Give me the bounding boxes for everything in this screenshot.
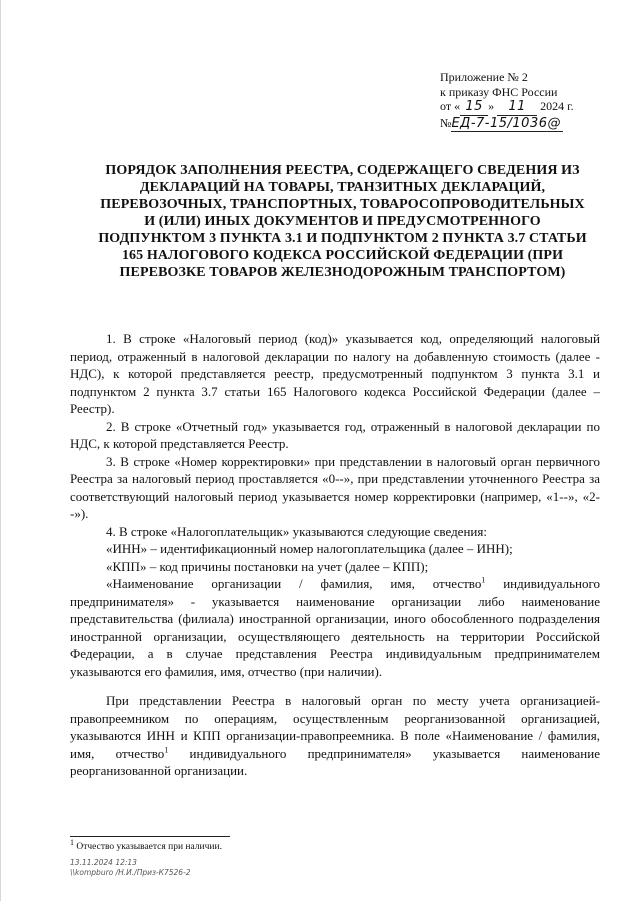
footnote-divider [70,836,230,837]
successor-text-end: индивидуального предпринимателя» указывается наименование реорганизованной организации. [70,745,600,778]
paragraph-successor [70,692,600,780]
date-mid: » [488,99,495,113]
paragraph-kpp: «КПП» – код причины постановки на учет (далее – КПП); [106,558,429,574]
date-prefix: от « [440,99,461,113]
order-date [440,99,630,116]
appendix-header [440,70,630,131]
print-metadata [70,858,191,878]
footnote-mark: 1 [70,837,74,847]
successor-text-start: При представлении Реестра в налоговый орган по месту учета организацией-правопреемником по операциям, осуществленным реорганизованной организацией, указываются ИНН и КПП организации-правопреемника. В поле «Наименование / фамилия, имя, отчество [70,693,600,761]
name-text-start: «Наименование организации / фамилия, имя, отчество [106,576,482,591]
paragraph-3: 3. В строке «Номер корректировки» при представлении в налоговый орган первичного Реестра за налоговый период проставляется «0--», при представлении уточненного Реестра за соответствующий налоговый период указывается номер корректировки (например, «1--», «2--»). [70,453,600,521]
order-number [440,116,630,132]
date-year: 2024 г. [540,99,574,113]
number-value: ЕД-7-15/1036@ [451,115,561,131]
footnote-ref: 1 [164,745,169,755]
title-line: ПОДПУНКТОМ 3 ПУНКТА 3.1 И ПОДПУНКТОМ 2 ПУНКТА 3.7 СТАТЬИ [98,231,587,246]
paragraph-name [70,575,600,680]
name-text-end: индивидуального предпринимателя» - указывается наименование организации либо наименование представительства (филиала) иностранной организации, иного обособленного подразделения иностранной организации, осуществляющего деятельность на территории Российской Федерации, а в случае представления Реестра индивидуальным предпринимателем указываются его фамилия, имя, отчество (при наличии). [70,576,600,679]
paragraph-inn: «ИНН» – идентификационный номер налогоплательщика (далее – ИНН); [106,541,513,556]
footnote-text: Отчество указывается при наличии. [74,842,222,852]
title-line: И (ИЛИ) ИНЫХ ДОКУМЕНТОВ И ПРЕДУСМОТРЕННОГО [144,214,541,229]
date-day: 15 [460,100,488,116]
print-path: \\kompburo /Н.И./Приз-К7526-2 [70,868,191,877]
title-line: ПОРЯДОК ЗАПОЛНЕНИЯ РЕЕСТРА, СОДЕРЖАЩЕГО СВЕДЕНИЯ ИЗ [105,163,580,178]
title-line: ДЕКЛАРАЦИЙ НА ТОВАРЫ, ТРАНЗИТНЫХ ДЕКЛАРАЦИЙ, [139,180,546,195]
number-prefix: № [440,115,452,130]
date-month: 11 [497,100,537,116]
order-reference: к приказу ФНС России [440,84,558,99]
paragraph-4: 4. В строке «Налогоплательщик» указываются следующие сведения: [106,523,487,539]
footnote [70,837,222,853]
title-line: ПЕРЕВОЗКЕ ТОВАРОВ ЖЕЛЕЗНОДОРОЖНЫМ ТРАНСПОРТОМ) [119,265,566,280]
document-title [70,162,615,281]
title-line: ПЕРЕВОЗОЧНЫХ, ТРАНСПОРТНЫХ, ТОВАРОСОПРОВОДИТЕЛЬНЫХ [100,197,585,212]
document-body [70,330,600,780]
print-date: 13.11.2024 12:13 [70,858,137,867]
footnote-ref: 1 [481,575,486,585]
paragraph-1: 1. В строке «Налоговый период (код)» указывается код, определяющий налоговый период, отраженный в налоговой декларации по налогу на добавленную стоимость (далее - НДС), к которой представляется реестр, предусмотренный подпунктом 3 пункта 3.1 и подпунктом 2 пункта 3.7 статьи 165 Налогового кодекса Российской Федерации (далее – Реестр). [70,331,600,416]
title-line: 165 НАЛОГОВОГО КОДЕКСА РОССИЙСКОЙ ФЕДЕРАЦИИ (ПРИ [121,248,564,263]
paragraph-2: 2. В строке «Отчетный год» указывается год, отраженный в налоговой декларации по НДС, к которой представляется Реестр. [70,418,600,451]
appendix-label: Приложение № 2 [440,70,528,84]
